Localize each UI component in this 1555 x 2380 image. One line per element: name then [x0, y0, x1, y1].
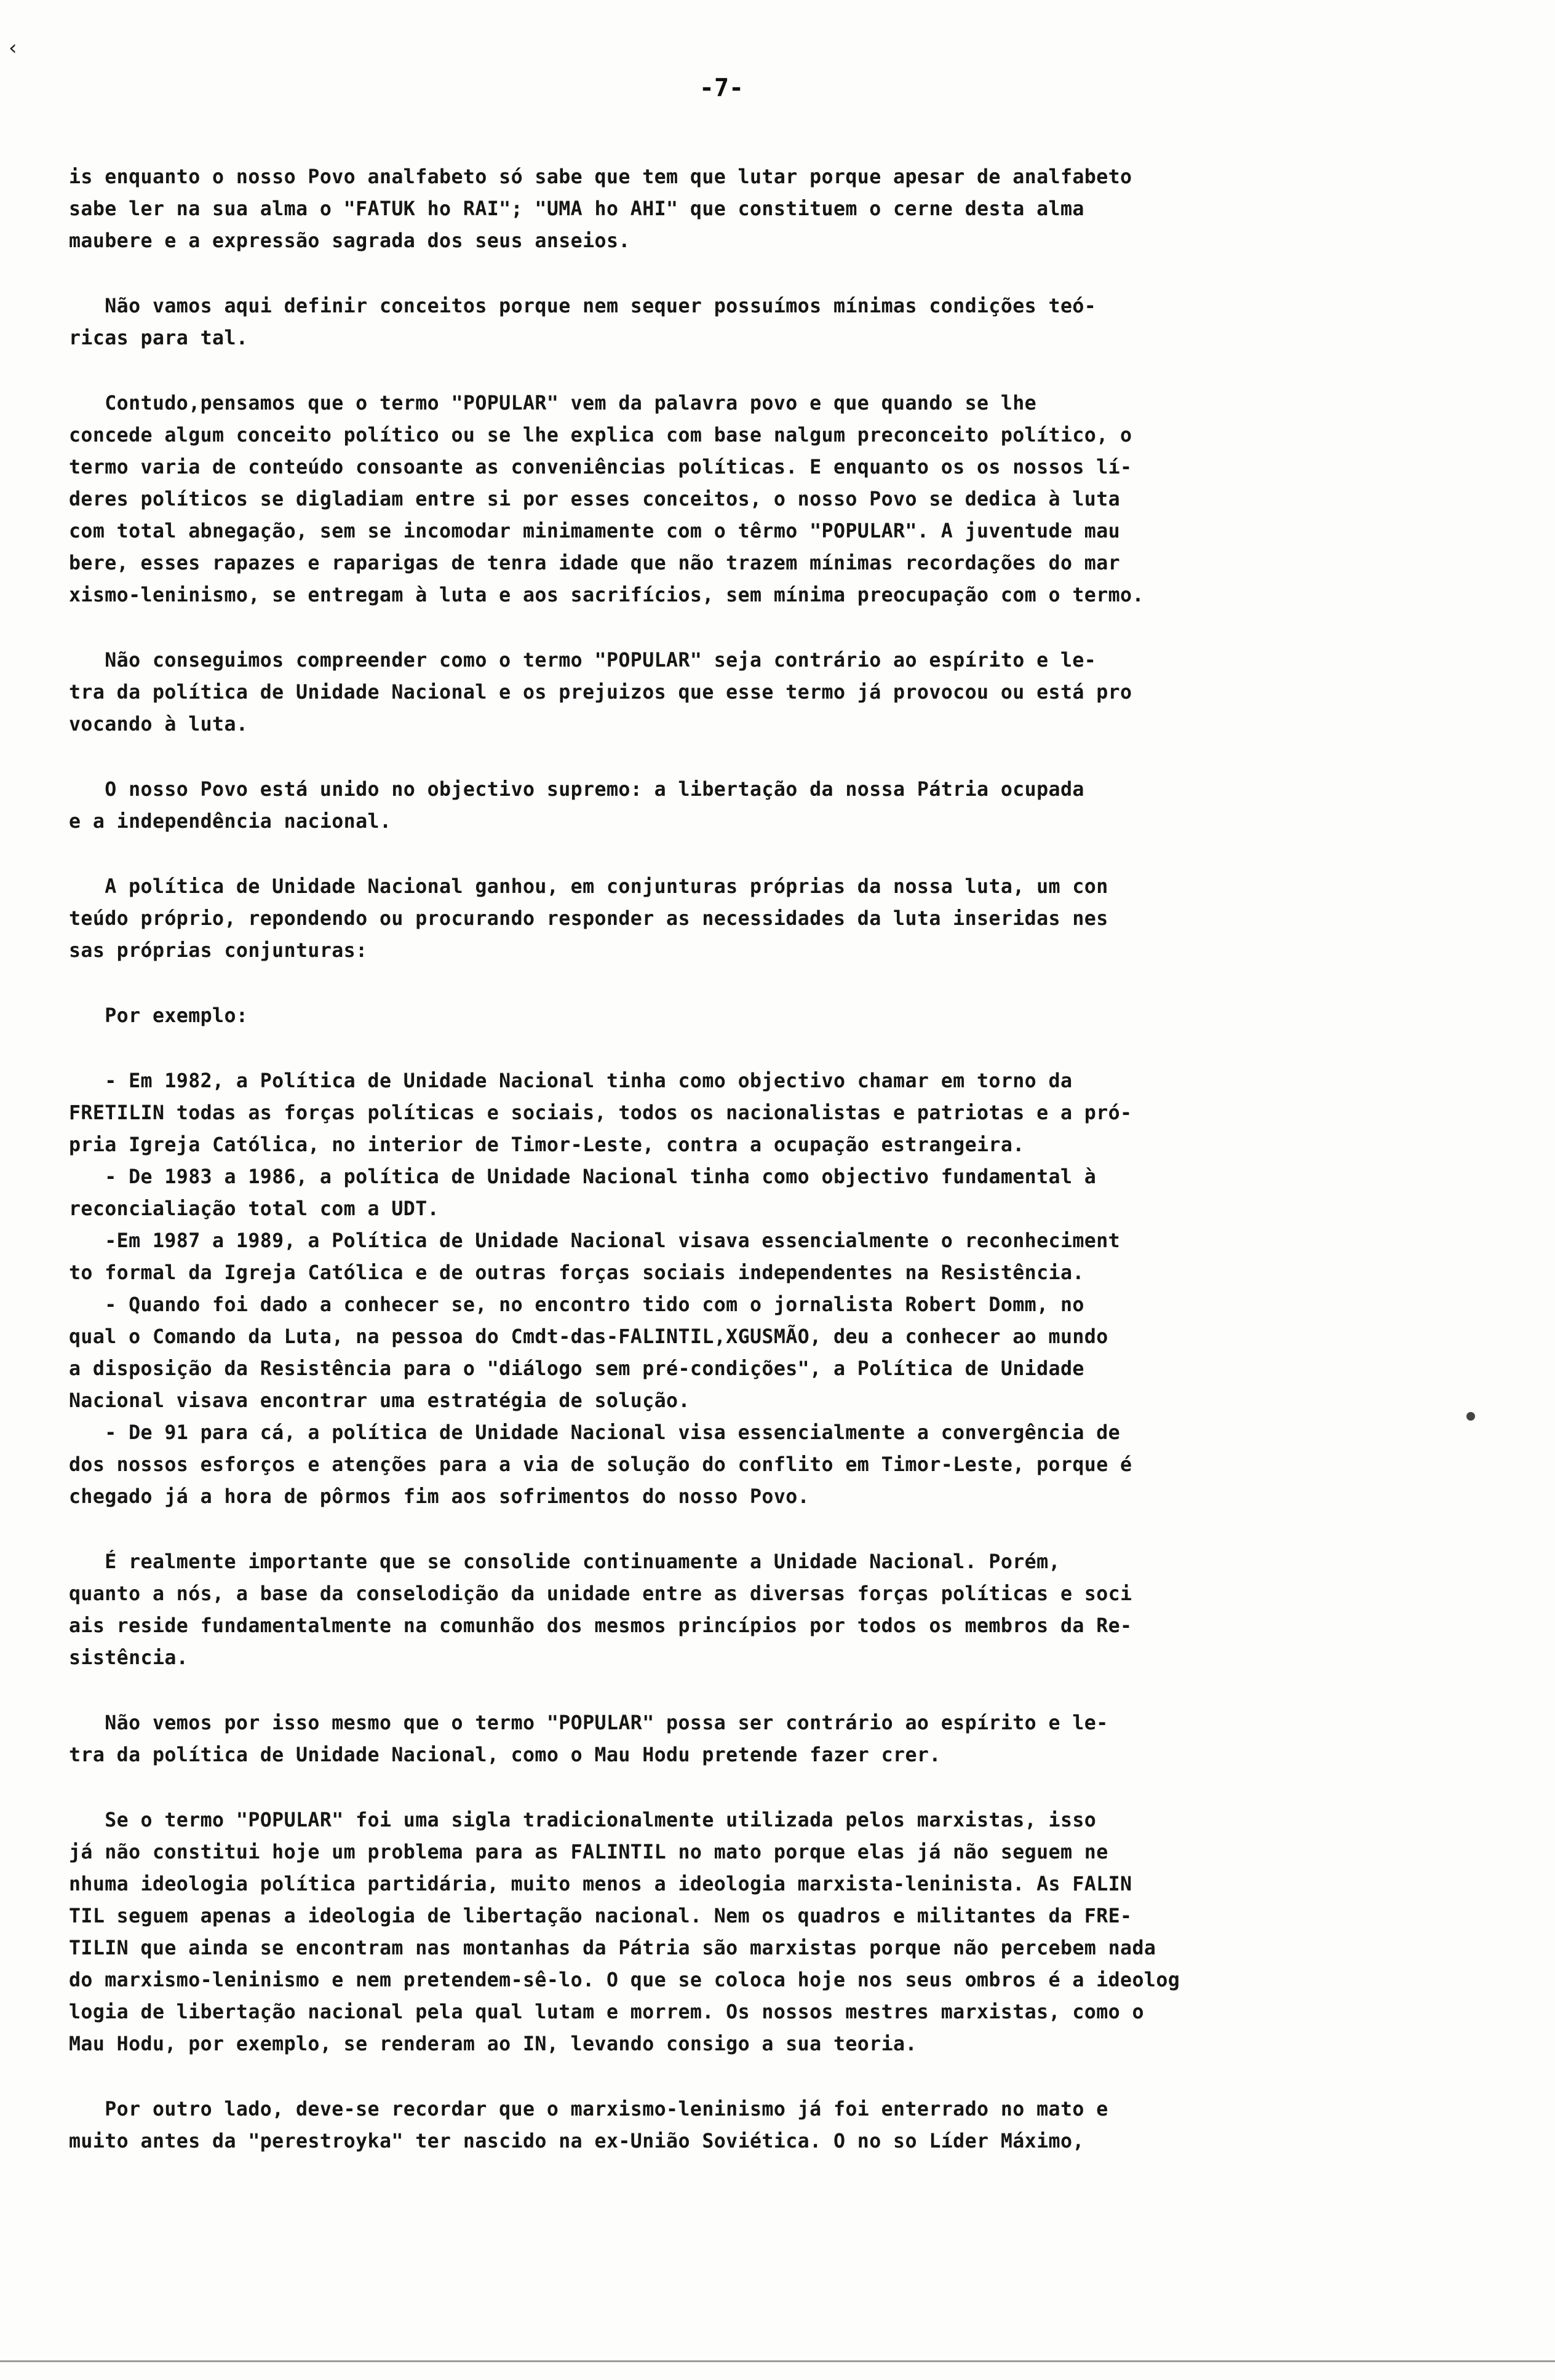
paragraph — [69, 1804, 1453, 2060]
text-line: termo varia de conteúdo consoante as conveniências políticas. E enquanto os os nossos lí- — [69, 456, 1132, 478]
text-line: FRETILIN todas as forças políticas e sociais, todos os nacionalistas e patriotas e a pró- — [69, 1102, 1132, 1124]
paragraph — [69, 2093, 1453, 2157]
text-line: sabe ler na sua alma o "FATUK ho RAI"; "UMA ho AHI" que constituem o cerne desta alma — [69, 198, 1084, 220]
text-line: A política de Unidade Nacional ganhou, em conjunturas próprias da nossa luta, um con — [69, 876, 1108, 898]
paragraph-gap — [69, 257, 1453, 290]
paragraph — [69, 1707, 1453, 1771]
text-line: pria Igreja Católica, no interior de Timor-Leste, contra a ocupação estrangeira. — [69, 1134, 1025, 1156]
paragraph — [69, 1546, 1453, 1674]
text-line: nhuma ideologia política partidária, muito menos a ideologia marxista-leninista. As FALIN — [69, 1873, 1132, 1895]
text-line: chegado já a hora de pôrmos fim aos sofrimentos do nosso Povo. — [69, 1486, 810, 1508]
body-text — [69, 161, 1453, 2157]
paragraph — [69, 645, 1453, 740]
text-line: deres políticos se digladiam entre si por esses conceitos, o nosso Povo se dedica à luta — [69, 488, 1121, 510]
text-line: TIL seguem apenas a ideologia de libertação nacional. Nem os quadros e militantes da FRE- — [69, 1905, 1132, 1927]
paragraph — [69, 774, 1453, 838]
text-line: Contudo,pensamos que o termo "POPULAR" vem da palavra povo e que quando se lhe — [69, 392, 1037, 415]
text-line: a disposição da Resistência para o "diálogo sem pré-condições", a Política de Unidade — [69, 1358, 1084, 1380]
text-line: já não constitui hoje um problema para as FALINTIL no mato porque elas já não seguem ne — [69, 1841, 1108, 1863]
text-line: O nosso Povo está unido no objectivo supremo: a libertação da nossa Pátria ocupada — [69, 779, 1084, 801]
text-line: muito antes da "perestroyka" ter nascido na ex-União Soviética. O no so Líder Máximo, — [69, 2130, 1084, 2152]
text-line: to formal da Igreja Católica e de outras forças sociais independentes na Resistência. — [69, 1262, 1084, 1284]
paragraph — [69, 1000, 1453, 1032]
paragraph-gap — [69, 838, 1453, 871]
text-line: teúdo próprio, repondendo ou procurando responder as necessidades da luta inseridas nes — [69, 908, 1108, 930]
text-line: concede algum conceito político ou se lhe explica com base nalgum preconceito político, o — [69, 424, 1132, 446]
paragraph-gap — [69, 967, 1453, 1000]
paragraph-gap — [69, 740, 1453, 774]
text-line: is enquanto o nosso Povo analfabeto só sabe que tem que lutar porque apesar de analfabeto — [69, 166, 1132, 188]
text-line: É realmente importante que se consolide continuamente a Unidade Nacional. Porém, — [69, 1551, 1060, 1573]
text-line: - Em 1982, a Política de Unidade Nacional tinha como objectivo chamar em torno da — [69, 1070, 1073, 1092]
text-line: Por outro lado, deve-se recordar que o marxismo-leninismo já foi enterrado no mato e — [69, 2098, 1108, 2120]
margin-dot — [1466, 1412, 1475, 1421]
text-line: ais reside fundamentalmente na comunhão dos mesmos princípios por todos os membros da Re- — [69, 1615, 1132, 1637]
text-line: xismo-leninismo, se entregam à luta e aos sacrifícios, sem mínima preocupação com o termo. — [69, 584, 1144, 606]
paragraph-gap — [69, 2060, 1453, 2093]
text-line: Por exemplo: — [69, 1005, 249, 1027]
paragraph-gap — [69, 1032, 1453, 1065]
text-line: - De 1983 a 1986, a política de Unidade Nacional tinha como objectivo fundamental à — [69, 1166, 1097, 1188]
text-line: maubere e a expressão sagrada dos seus anseios. — [69, 230, 630, 252]
text-line: - De 91 para cá, a política de Unidade Nacional visa essencialmente a convergência de — [69, 1422, 1121, 1444]
text-line: Não vemos por isso mesmo que o termo "POPULAR" possa ser contrário ao espírito e le- — [69, 1712, 1108, 1734]
text-line: vocando à luta. — [69, 713, 249, 736]
paragraph-gap — [69, 611, 1453, 645]
text-line: dos nossos esforços e atenções para a via de solução do conflito em Timor-Leste, porque é — [69, 1454, 1132, 1476]
text-line: - Quando foi dado a conhecer se, no encontro tido com o jornalista Robert Domm, no — [69, 1294, 1084, 1316]
paragraph-gap — [69, 354, 1453, 387]
text-line: tra da política de Unidade Nacional e os prejuizos que esse termo já provocou ou está pro — [69, 681, 1132, 704]
paragraph — [69, 871, 1453, 967]
paragraph-gap — [69, 1513, 1453, 1546]
paragraph — [69, 161, 1453, 257]
text-line: do marxismo-leninismo e nem pretendem-sê-lo. O que se coloca hoje nos seus ombros é a ideolog — [69, 1969, 1180, 1991]
text-line: e a independência nacional. — [69, 811, 392, 833]
paragraph — [69, 290, 1453, 354]
corner-mark: ‹ — [9, 36, 17, 60]
text-line: Não conseguimos compreender como o termo "POPULAR" seja contrário ao espírito e le- — [69, 649, 1097, 672]
text-line: quanto a nós, a base da conselodição da unidade entre as diversas forças políticas e soci — [69, 1583, 1132, 1605]
text-line: sas próprias conjunturas: — [69, 940, 368, 962]
paragraph — [69, 387, 1453, 611]
text-line: TILIN que ainda se encontram nas montanhas da Pátria são marxistas porque não percebem nada — [69, 1937, 1156, 1959]
text-line: -Em 1987 a 1989, a Política de Unidade Nacional visava essencialmente o reconheciment — [69, 1230, 1121, 1252]
text-line: Não vamos aqui definir conceitos porque nem sequer possuímos mínimas condições teó- — [69, 295, 1097, 317]
text-line: bere, esses rapazes e raparigas de tenra idade que não trazem mínimas recordações do mar — [69, 552, 1121, 574]
text-line: Se o termo "POPULAR" foi uma sigla tradicionalmente utilizada pelos marxistas, isso — [69, 1809, 1097, 1831]
text-line: Nacional visava encontrar uma estratégia de solução. — [69, 1390, 690, 1412]
page-number: -7- — [699, 74, 744, 102]
text-line: sistência. — [69, 1647, 189, 1669]
text-line: Mau Hodu, por exemplo, se renderam ao IN, levando consigo a sua teoria. — [69, 2033, 917, 2055]
paragraph-gap — [69, 1771, 1453, 1804]
text-line: com total abnegação, sem se incomodar minimamente com o têrmo "POPULAR". A juventude mau — [69, 520, 1121, 542]
paragraph — [69, 1065, 1453, 1513]
paragraph-gap — [69, 1674, 1453, 1707]
bottom-rule — [0, 2360, 1555, 2362]
text-line: ricas para tal. — [69, 327, 249, 349]
text-line: qual o Comando da Luta, na pessoa do Cmdt-das-FALINTIL,XGUSMÃO, deu a conhecer ao mundo — [69, 1326, 1108, 1348]
text-line: logia de libertação nacional pela qual lutam e morrem. Os nossos mestres marxistas, como o — [69, 2001, 1144, 2023]
text-line: reconcialiação total com a UDT. — [69, 1198, 440, 1220]
text-line: tra da política de Unidade Nacional, como o Mau Hodu pretende fazer crer. — [69, 1744, 941, 1766]
